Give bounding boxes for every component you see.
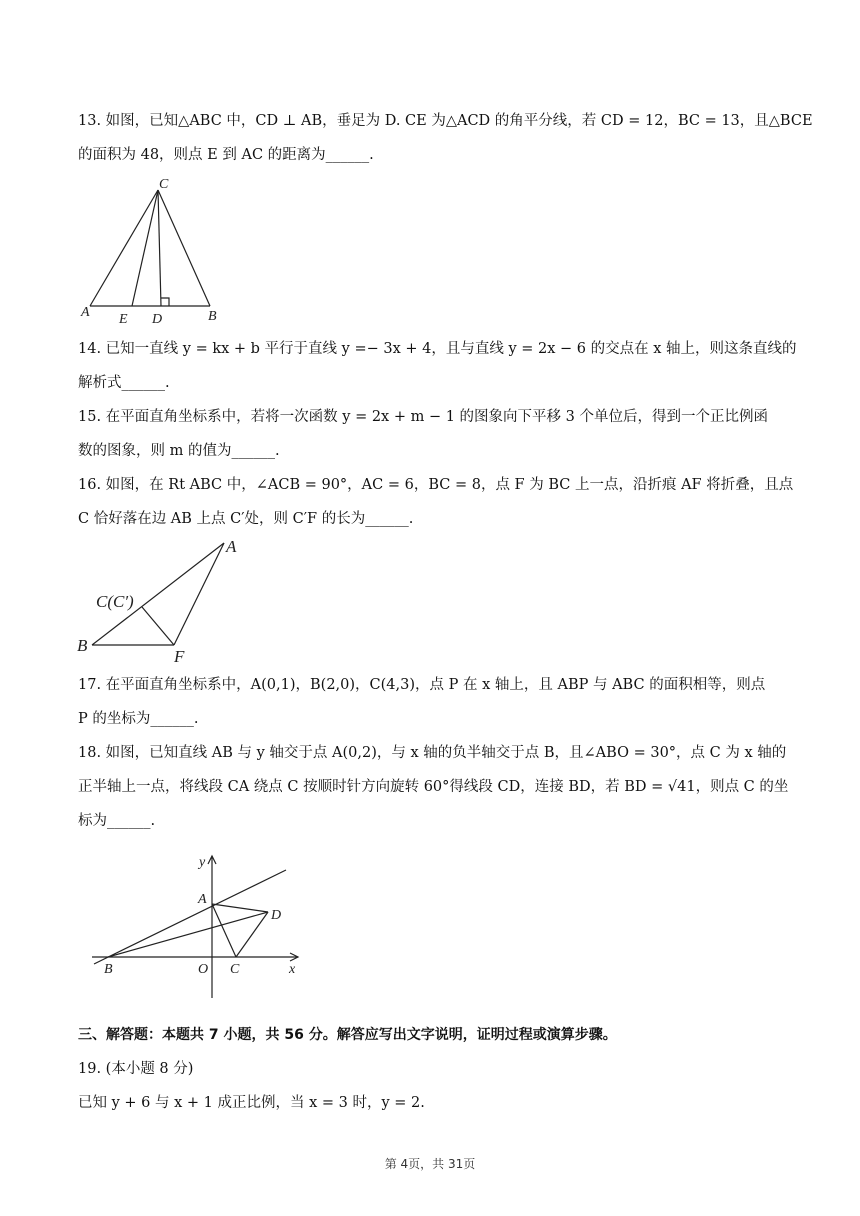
- figure-q13: [78, 172, 238, 327]
- label-d: D: [152, 312, 163, 327]
- label-a: A: [198, 892, 207, 907]
- label-y: y: [199, 855, 206, 870]
- segment-ac: [90, 190, 158, 306]
- page-footer: 第 4页，共 31页: [384, 1157, 476, 1171]
- q18-line3: 标为______.: [78, 813, 156, 829]
- segment-af: [174, 543, 224, 645]
- label-c: C(C′): [96, 592, 134, 611]
- label-x: x: [289, 962, 296, 977]
- q14-line1: 14. 已知一直线 y = kx + b 平行于直线 y =− 3x + 4，且与直线 y = 2x − 6 的交点在 x 轴上，则这条直线的: [78, 341, 797, 357]
- section-heading: 三、解答题：本题共 7 小题，共 56 分。解答应写出文字说明，证明过程或演算步骤。: [78, 1027, 617, 1043]
- q17-line2: P 的坐标为______.: [78, 711, 199, 727]
- segment-ac: [212, 904, 236, 957]
- label-f: F: [174, 647, 185, 666]
- segment-cf: [142, 607, 174, 645]
- label-b: B: [208, 309, 217, 324]
- q13-line2: 的面积为 48，则点 E 到 AC 的距离为______.: [78, 147, 374, 163]
- label-o: O: [198, 962, 209, 977]
- segment-bd: [108, 912, 268, 957]
- label-b: B: [77, 636, 88, 655]
- q16-line2: C 恰好落在边 AB 上点 C′处，则 C′F 的长为______.: [78, 511, 414, 527]
- label-a: A: [81, 305, 90, 320]
- q15-line1: 15. 在平面直角坐标系中，若将一次函数 y = 2x + m − 1 的图象向下平移 3 个单位后，得到一个正比例函: [78, 409, 768, 425]
- q15-line2: 数的图象，则 m 的值为______.: [78, 443, 280, 459]
- q18-line1: 18. 如图，已知直线 AB 与 y 轴交于点 A(0,2)，与 x 轴的负半轴交于点 B，且∠ABO = 30°，点 C 为 x 轴的: [78, 745, 787, 761]
- figure-q16: [76, 533, 266, 665]
- segment-bc: [158, 190, 210, 306]
- q16-line1: 16. 如图，在 Rt ABC 中，∠ACB = 90°，AC = 6，BC = 8，点 F 为 BC 上一点，沿折痕 AF 将折叠，且点: [78, 477, 794, 493]
- q17-line1: 17. 在平面直角坐标系中，A(0,1)，B(2,0)，C(4,3)，点 P 在 x 轴上，且 ABP 与 ABC 的面积相等，则点: [78, 677, 766, 693]
- right-angle-mark: [161, 298, 169, 306]
- label-e: E: [119, 312, 128, 327]
- segment-ad: [212, 904, 268, 912]
- label-c: C: [230, 962, 240, 977]
- q18-line2: 正半轴上一点，将线段 CA 绕点 C 按顺时针方向旋转 60°得线段 CD，连接 BD，若 BD = √41，则点 C 的坐: [78, 779, 789, 795]
- segment-ce: [132, 190, 158, 306]
- q14-line2: 解析式______.: [78, 375, 170, 391]
- label-c: C: [159, 177, 169, 192]
- figure-q18: [88, 850, 308, 1002]
- segment-cd: [158, 190, 161, 306]
- label-b: B: [104, 962, 113, 977]
- q19-line1: 19. (本小题 8 分): [78, 1061, 194, 1077]
- label-a: A: [226, 537, 237, 556]
- segment-cd: [236, 912, 268, 957]
- q19-line2: 已知 y + 6 与 x + 1 成正比例，当 x = 3 时，y = 2.: [78, 1095, 425, 1111]
- label-d: D: [271, 908, 282, 923]
- q13-line1: 13. 如图，已知△ABC 中，CD ⊥ AB，垂足为 D. CE 为△ACD 的角平分线，若 CD = 12，BC = 13，且△BCE: [78, 113, 813, 129]
- line-ab: [94, 870, 286, 964]
